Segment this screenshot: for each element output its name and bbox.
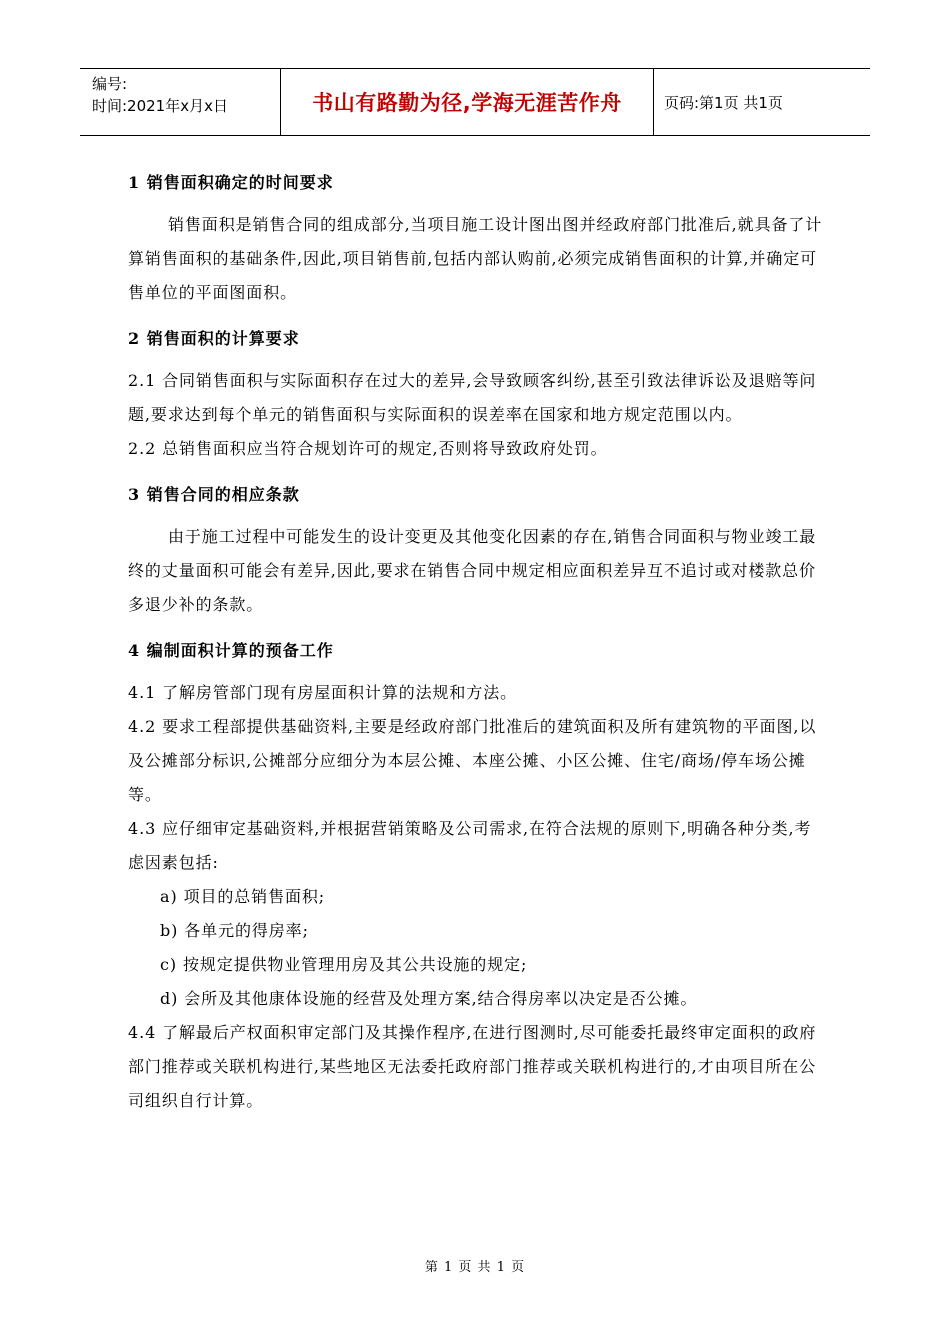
- section-2-item-1: 2.1 合同销售面积与实际面积存在过大的差异,会导致顾客纠纷,甚至引致法律诉讼及退赔等问题,要求达到每个单元的销售面积与实际面积的误差率在国家和地方规定范围以内。: [128, 371, 817, 424]
- section-4-item-3: 4.3 应仔细审定基础资料,并根据营销策略及公司需求,在符合法规的原则下,明确各种分类,考虑因素包括:: [128, 819, 812, 872]
- section-4-sub-item-d: d) 会所及其他康体设施的经营及处理方案,结合得房率以决定是否公摊。: [160, 989, 698, 1008]
- section-4-title: 4 编制面积计算的预备工作: [128, 641, 334, 660]
- section-1-title: 1 销售面积确定的时间要求: [128, 173, 334, 192]
- document-header: [80, 68, 870, 136]
- section-3-title: 3 销售合同的相应条款: [128, 485, 300, 504]
- page-footer: 第 1 页 共 1 页: [424, 1260, 526, 1275]
- header-motto: 书山有路勤为径,学海无涯苦作舟: [281, 69, 654, 135]
- section-4-sub-item-a: a) 项目的总销售面积;: [160, 887, 326, 906]
- section-4-sub-item-b: b) 各单元的得房率;: [160, 921, 309, 940]
- section-3-paragraph: 由于施工过程中可能发生的设计变更及其他变化因素的存在,销售合同面积与物业竣工最终的丈量面积可能会有差异,因此,要求在销售合同中规定相应面积差异互不追讨或对楼款总价多退少补的条款。: [128, 527, 817, 614]
- section-4-item-4: 4.4 了解最后产权面积审定部门及其操作程序,在进行图测时,尽可能委托最终审定面积的政府部门推荐或关联机构进行,某些地区无法委托政府部门推荐或关联机构进行的,才由项目所在公司组织自行计算。: [128, 1023, 817, 1110]
- section-4-sub-item-c: c) 按规定提供物业管理用房及其公共设施的规定;: [160, 955, 528, 974]
- section-2-item-2: 2.2 总销售面积应当符合规划许可的规定,否则将导致政府处罚。: [128, 439, 608, 458]
- section-2-title: 2 销售面积的计算要求: [128, 329, 300, 348]
- date-label: 时间:2021年x月x日: [92, 97, 228, 115]
- section-4-item-1: 4.1 了解房管部门现有房屋面积计算的法规和方法。: [128, 683, 518, 702]
- section-4-item-2: 4.2 要求工程部提供基础资料,主要是经政府部门批准后的建筑面积及所有建筑物的平面图,以及公摊部分标识,公摊部分应细分为本层公摊、本座公摊、小区公摊、住宅/商场/停车场公摊等。: [128, 717, 817, 804]
- section-1-paragraph: 销售面积是销售合同的组成部分,当项目施工设计图出图并经政府部门批准后,就具备了计算销售面积的基础条件,因此,项目销售前,包括内部认购前,必须完成销售面积的计算,并确定可售单位的平面图面积。: [128, 215, 823, 302]
- header-page-number: 页码:第1页 共1页: [664, 93, 783, 112]
- header-meta-cell: [80, 69, 281, 135]
- serial-number-label: 编号:: [92, 75, 128, 93]
- document-body: [128, 166, 828, 1118]
